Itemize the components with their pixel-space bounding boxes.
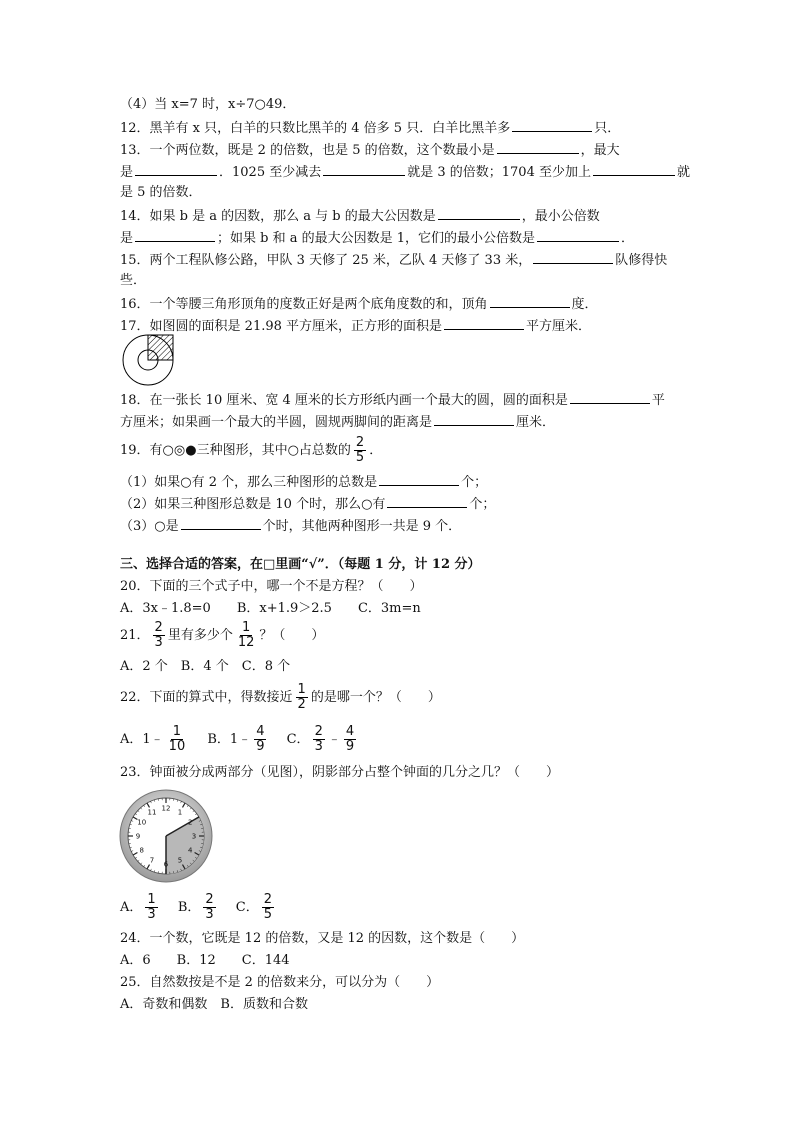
answer-blank[interactable] [570, 390, 650, 404]
answer-blank[interactable] [490, 294, 570, 308]
minus-sign: ﹣ [327, 732, 341, 747]
question-13-cont: 是 5 的倍数． [120, 185, 202, 200]
question-text: ． [621, 231, 635, 246]
clock-number: 10 [137, 818, 147, 827]
answer-blank[interactable] [593, 162, 675, 176]
question-text: 就是 3 的倍数；1704 至少加上 [407, 165, 591, 180]
question-21-options[interactable]: A．2 个 B．4 个 C．8 个 [120, 659, 291, 674]
question-19-part1 [120, 472, 487, 492]
question-text: 只． [594, 121, 621, 136]
clock-number: 11 [147, 808, 157, 817]
clock-number: 8 [139, 846, 144, 855]
clock-number: 6 [163, 860, 169, 869]
answer-blank[interactable] [497, 140, 579, 154]
question-25-options[interactable]: A．奇数和偶数 B．质数和合数 [120, 997, 308, 1012]
question-text: 度． [571, 297, 598, 312]
question-text: 个； [461, 475, 488, 490]
fraction: $\frac{4}{9}$ [345, 724, 355, 754]
question-13 [120, 140, 620, 160]
answer-blank[interactable] [379, 472, 459, 486]
fraction: $\frac{1}{2}$ [297, 682, 306, 712]
question-text: 12．黑羊有 x 只，白羊的只数比黑羊的 4 倍多 5 只．白羊比黑羊多 [120, 121, 511, 136]
option-b[interactable]: B．1﹣ [207, 732, 252, 747]
fraction: $\frac{2}{5}$ [355, 435, 365, 465]
fraction: $\frac{1}{3}$ [147, 892, 156, 922]
fraction: $\frac{4}{9}$ [256, 724, 265, 754]
question-text: 22．下面的算式中，得数接近 [120, 690, 293, 705]
question-20-options[interactable]: A．3x﹣1.8=0 B．x+1.9＞2.5 C．3m=n [120, 601, 421, 616]
fraction: $\frac{2}{3}$ [314, 724, 323, 754]
question-text: ．1025 至少减去 [219, 165, 322, 180]
question-text: （3）○是 [120, 519, 179, 534]
question-text: （2）如果三种图形总数是 10 个时，那么○有 [120, 497, 386, 512]
clock-number: 3 [191, 832, 197, 841]
question-text: 是 [120, 231, 134, 246]
answer-blank[interactable] [434, 412, 514, 426]
question-text: 个时，其他两种图形一共是 9 个． [262, 519, 462, 534]
question-14 [120, 206, 600, 226]
clock-number: 12 [161, 804, 171, 813]
question-text: 13．一个两位数，既是 2 的倍数，也是 5 的倍数，这个数最小是 [120, 143, 495, 158]
question-13-cont [120, 162, 690, 182]
question-15 [120, 250, 667, 270]
option-a[interactable]: A． [120, 900, 143, 915]
question-text: 的是哪一个？（ ） [310, 690, 441, 705]
question-23: 23．钟面被分成两部分（见图），阴影部分占整个钟面的几分之几？（ ） [120, 765, 560, 780]
question-text: 平 [651, 393, 665, 408]
answer-blank[interactable] [512, 118, 592, 132]
clock-number: 2 [188, 818, 193, 827]
question-text: 17．如图圆的面积是 21.98 平方厘米，正方形的面积是 [120, 319, 443, 334]
question-text: 14．如果 b 是 a 的因数，那么 a 与 b 的最大公因数是 [120, 209, 436, 224]
answer-blank[interactable] [323, 162, 405, 176]
question-25: 25．自然数按是不是 2 的倍数来分，可以分为（ ） [120, 975, 440, 990]
question-19-part2 [120, 494, 495, 514]
answer-blank[interactable] [533, 250, 613, 264]
question-text: ，最大 [580, 143, 620, 158]
question-text: 16．一个等腰三角形顶角的度数正好是两个底角度数的和，顶角 [120, 297, 488, 312]
question-24-options[interactable]: A．6 B．12 C．144 [120, 953, 290, 968]
question-17 [120, 316, 591, 336]
question-text: 队修得快 [615, 253, 668, 268]
fraction: $\frac{1}{12}$ [237, 620, 255, 650]
question-12 [120, 118, 620, 138]
option-b[interactable]: B． [177, 900, 201, 915]
question-text: 21． [120, 628, 150, 643]
answer-blank[interactable] [387, 494, 467, 508]
section-heading: 三、选择合适的答案，在□里画“√”．（每题 1 分，计 12 分） [120, 557, 481, 572]
clock-number: 5 [177, 856, 183, 865]
circle-square-figure [120, 333, 178, 387]
answer-blank[interactable] [135, 228, 215, 242]
question-text: 里有多少个 [167, 628, 233, 643]
option-c[interactable]: C． [235, 900, 259, 915]
answer-blank[interactable] [537, 228, 619, 242]
question-text: ． [369, 443, 383, 458]
question-text: 厘米． [516, 415, 556, 430]
question-text: 15．两个工程队修公路，甲队 3 天修了 25 米，乙队 4 天修了 33 米， [120, 253, 532, 268]
question-19-part3 [120, 516, 461, 536]
question-text: 方厘米；如果画一个最大的半圆，圆规两脚间的距离是 [120, 415, 433, 430]
fraction: $\frac{2}{3}$ [205, 892, 214, 922]
clock-number: 7 [149, 856, 155, 865]
question-text: 18．在一张长 10 厘米、宽 4 厘米的长方形纸内画一个最大的圆，圆的面积是 [120, 393, 568, 408]
question-text: ；如果 b 和 a 的最大公因数是 1，它们的最小公倍数是 [217, 231, 536, 246]
question-14-cont [120, 228, 634, 248]
question-text: 19．有○◎●三种图形，其中○占总数的 [120, 443, 351, 458]
question-23-options[interactable] [120, 890, 277, 926]
question-text: 个； [469, 497, 496, 512]
answer-blank[interactable] [181, 516, 261, 530]
option-a[interactable]: A．1﹣ [120, 732, 164, 747]
clock-number: 1 [177, 808, 183, 817]
question-24: 24．一个数，它既是 12 的倍数，又是 12 的因数，这个数是（ ） [120, 931, 525, 946]
question-22-options[interactable] [120, 722, 359, 758]
clock-figure [118, 788, 214, 884]
question-20: 20．下面的三个式子中，哪一个不是方程？（ ） [120, 579, 423, 594]
fraction: $\frac{2}{3}$ [154, 620, 163, 650]
question-text: （1）如果○有 2 个，那么三种图形的总数是 [120, 475, 378, 490]
answer-blank[interactable] [135, 162, 217, 176]
question-15-cont: 些． [120, 273, 147, 288]
answer-blank[interactable] [438, 206, 520, 220]
question-text: ，最小公倍数 [521, 209, 600, 224]
question-21 [120, 620, 324, 652]
clock-number: 4 [188, 846, 193, 855]
question-22 [120, 682, 441, 714]
text-line: （4）当 x=7 时，x÷7○49． [120, 97, 296, 112]
question-text: ？（ ） [259, 628, 325, 643]
option-c[interactable]: C． [286, 732, 310, 747]
question-18-cont [120, 412, 555, 432]
question-16 [120, 294, 598, 314]
answer-blank[interactable] [444, 316, 524, 330]
fraction: $\frac{1}{10}$ [168, 724, 186, 754]
clock-number: 9 [135, 832, 141, 841]
question-18 [120, 390, 665, 410]
question-text: 是 [120, 165, 134, 180]
question-19 [120, 436, 382, 466]
fraction: $\frac{2}{5}$ [263, 892, 273, 922]
question-text: 平方厘米． [526, 319, 592, 334]
question-text: 就 [677, 165, 691, 180]
